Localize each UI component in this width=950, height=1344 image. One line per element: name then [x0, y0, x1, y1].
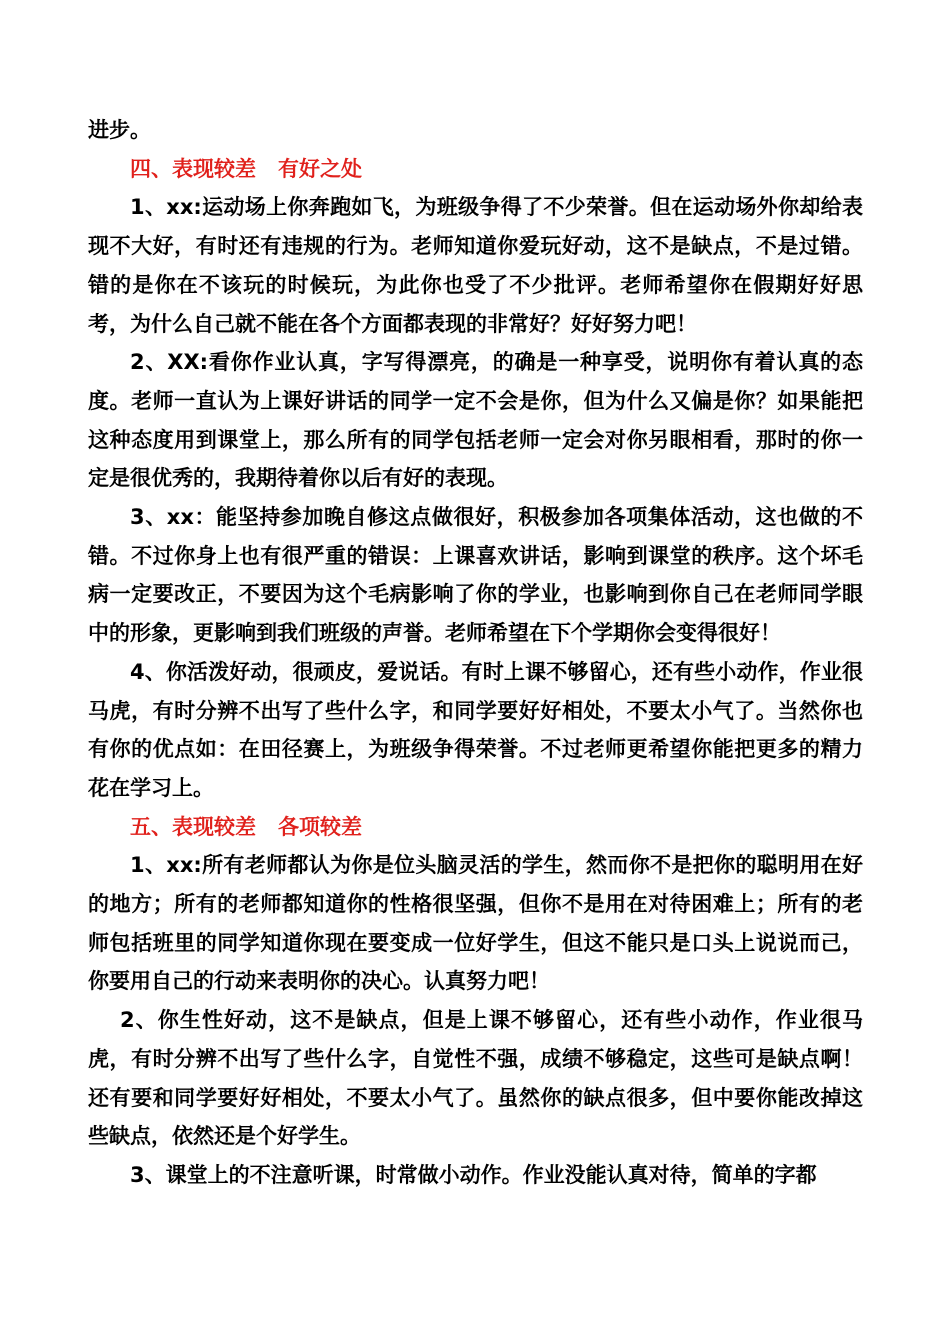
section-5-item-3: 3、课堂上的不注意听课，时常做小动作。作业没能认真对待，简单的字都: [130, 1162, 817, 1187]
section-4-heading: [88, 150, 863, 189]
continuation-text: 进步。: [88, 118, 151, 142]
document-body: [88, 111, 863, 1195]
section-4-item-4: 4、你活泼好动，很顽皮，爱说话。有时上课不够留心，还有些小动作，作业很马虎，有时分辨不出写了些什么字，和同学要好好相处，不要太小气了。当然你也有你的优点如：在田径赛上，为班级争得荣誉。不过老师更希望你能把更多的精力花在学习上。: [88, 659, 863, 800]
section-5-heading-title: 五、表现较差: [130, 814, 256, 839]
section-4-heading-subtitle: 有好之处: [278, 156, 362, 181]
section-5-item-1: 1、xx:所有老师都认为你是位头脑灵活的学生，然而你不是把你的聪明用在好的地方；所有的老师都知道你的性格很坚强，但你不是用在对待困难上；所有的老师包括班里的同学知道你现在要变成一位好学生，但这不能只是口头上说说而己，你要用自己的行动来表明你的决心。认真努力吧！: [88, 853, 863, 994]
section-4-item-2: 2、XX:看你作业认真，字写得漂亮，的确是一种享受，说明你有着认真的态度。老师一直认为上课好讲话的同学一定不会是你，但为什么又偏是你？如果能把这种态度用到课堂上，那么所有的同学包括老师一定会对你另眼相看，那时的你一定是很优秀的，我期待着你以后有好的表现。: [88, 350, 863, 491]
section-4-item-1: 1、xx:运动场上你奔跑如飞，为班级争得了不少荣誉。但在运动场外你却给表现不大好，有时还有违规的行为。老师知道你爱玩好动，这不是缺点，不是过错。错的是你在不该玩的时候玩，为此你也受了不少批评。老师希望你在假期好好思考，为什么自己就不能在各个方面都表现的非常好？好好努力吧！: [88, 195, 863, 336]
section-5-item-2: 2、你生性好动，这不是缺点，但是上课不够留心，还有些小动作，作业很马虎，有时分辨不出写了些什么字，自觉性不强，成绩不够稳定，这些可是缺点啊！还有要和同学要好好相处，不要太小气了。虽然你的缺点很多，但中要你能改掉这些缺点，依然还是个好学生。: [88, 1008, 863, 1149]
section-5-heading-subtitle: 各项较差: [278, 814, 362, 839]
section-4-heading-title: 四、表现较差: [130, 156, 256, 181]
section-4-item-3: 3、xx：能坚持参加晚自修这点做很好，积极参加各项集体活动，这也做的不错。不过你身上也有很严重的错误：上课喜欢讲话，影响到课堂的秩序。这个坏毛病一定要改正，不要因为这个毛病影响了你的学业，也影响到你自己在老师同学眼中的形象，更影响到我们班级的声誉。老师希望在下个学期你会变得很好！: [88, 505, 863, 646]
section-5-heading: [88, 808, 863, 847]
